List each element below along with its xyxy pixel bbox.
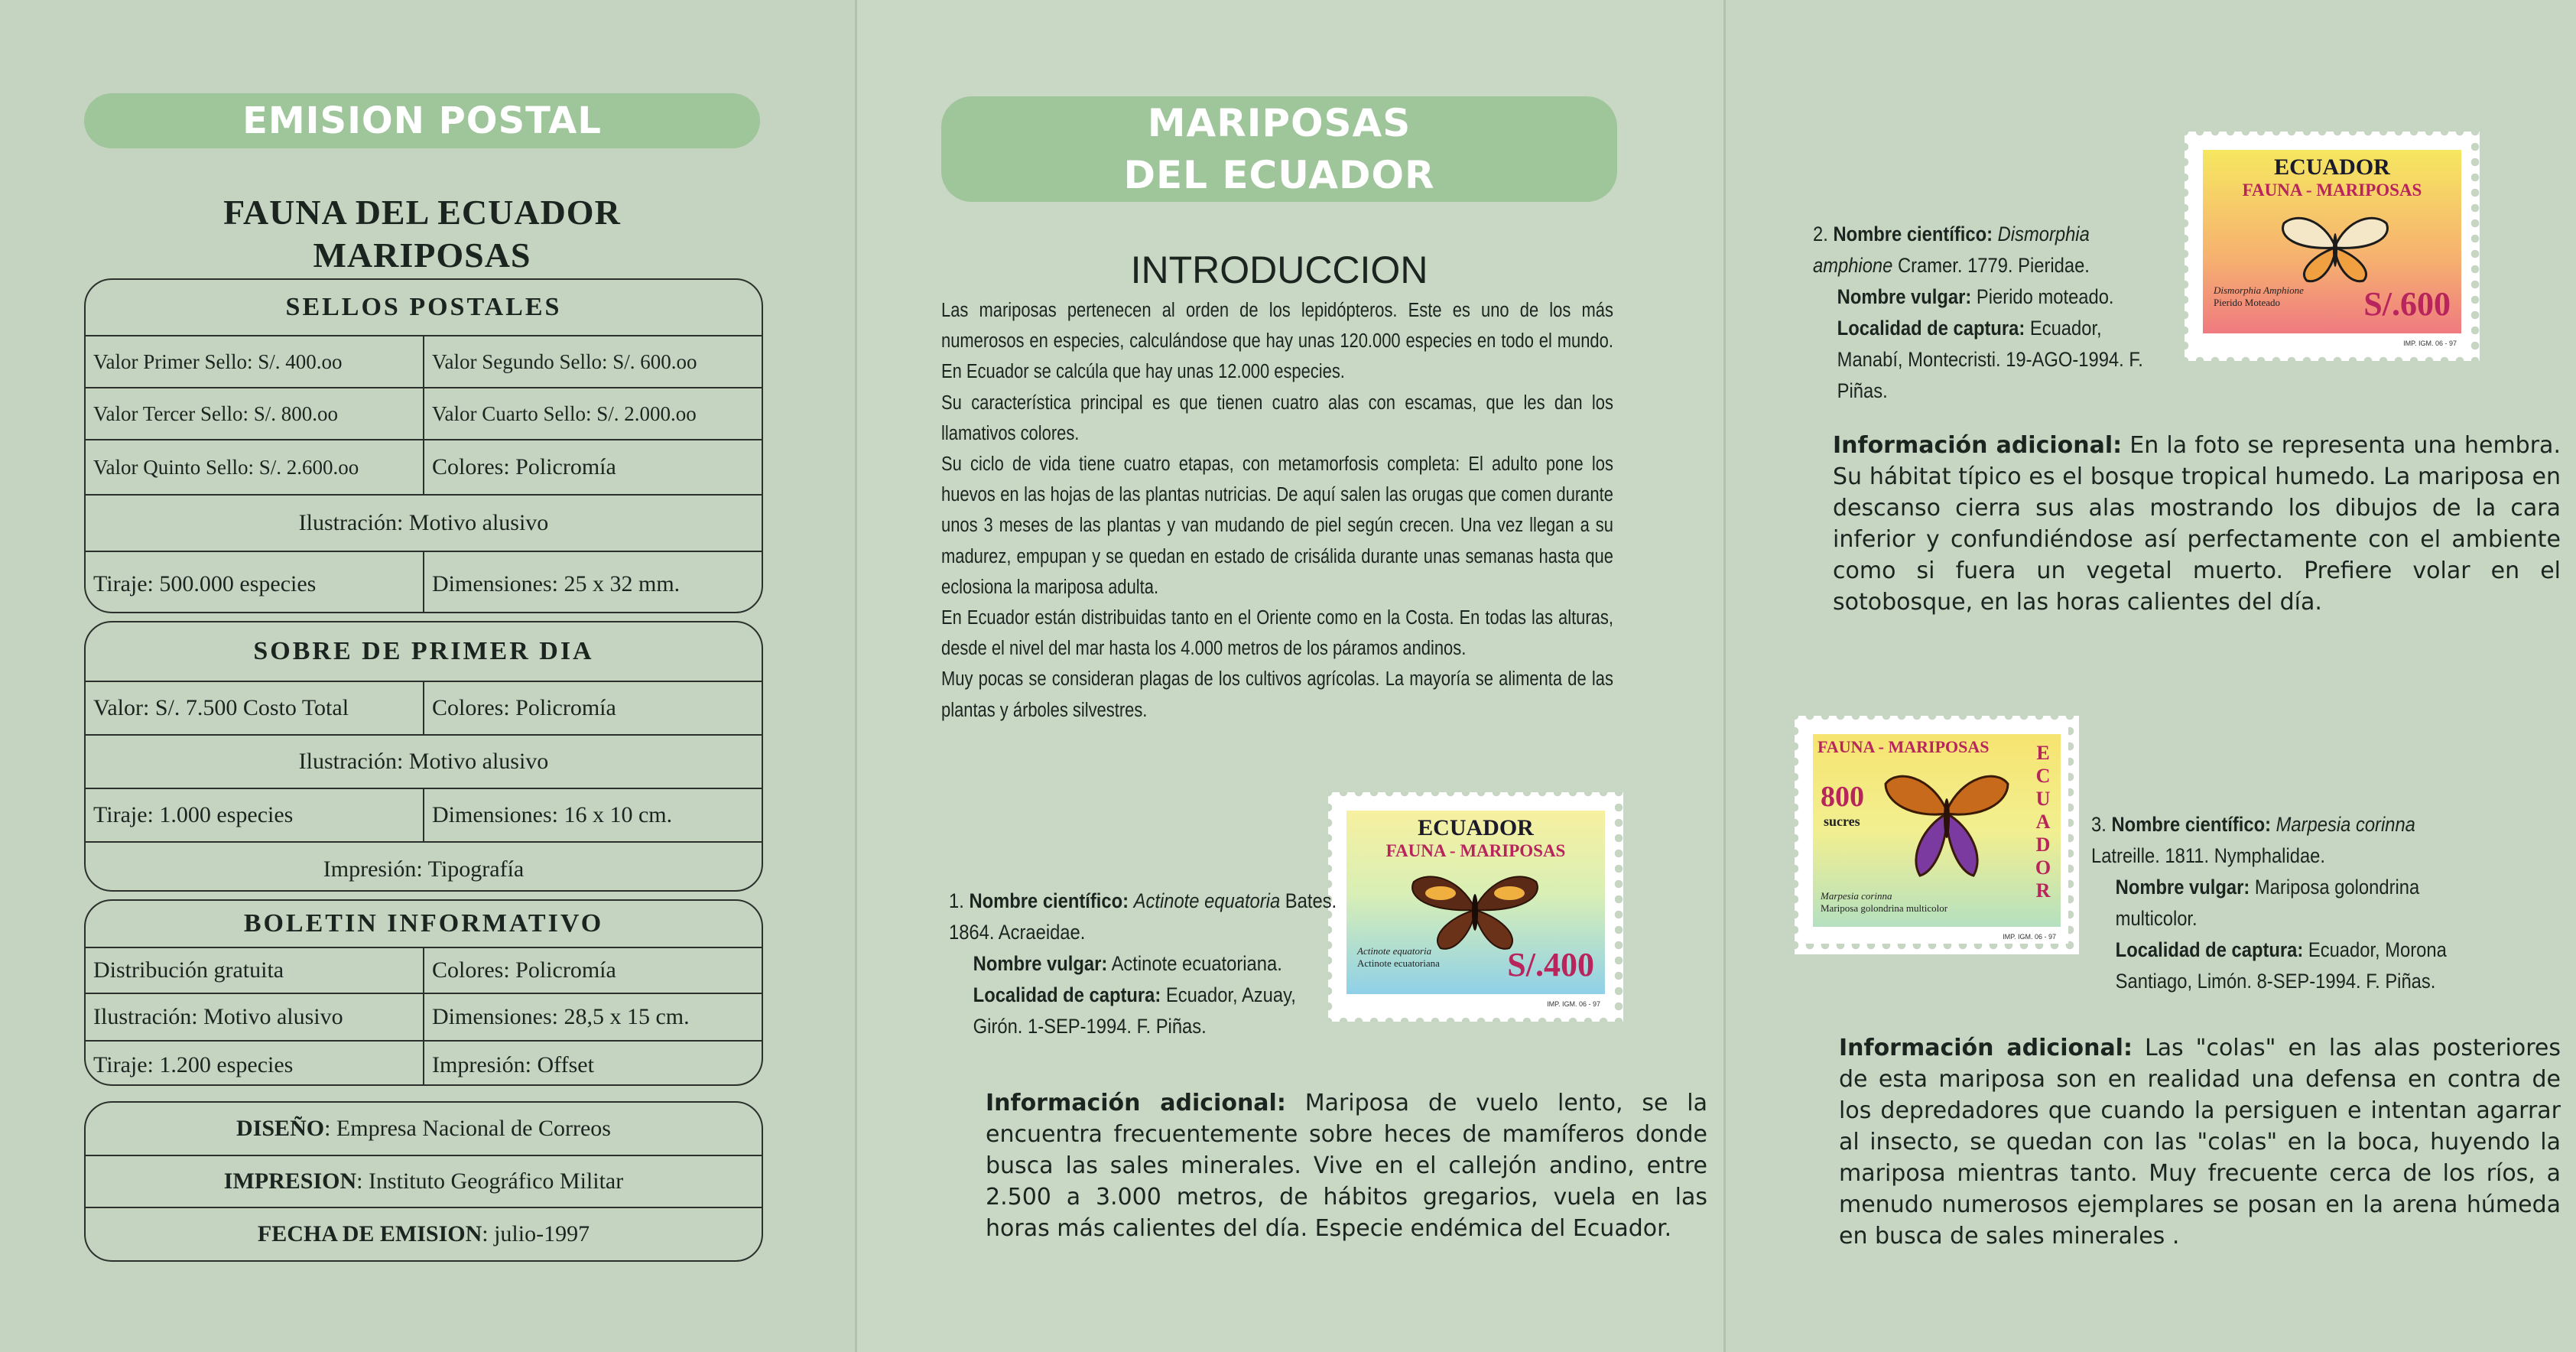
panel-species bbox=[1723, 0, 2576, 1352]
panel-mariposas-del-ecuador bbox=[855, 0, 1726, 1352]
sobre-title: SOBRE DE PRIMER DIA bbox=[253, 637, 594, 665]
stamp-caption: Actinote equatoria Actinote ecuatoriana bbox=[1357, 945, 1440, 969]
intro-paragraph: Su ciclo de vida tiene cuatro etapas, con metamorfosis completa: El adulto pone los huevos en las hojas de las plantas nutricias. De aquí salen las orugas que comen durante unos 3 meses de las plantas y van mudando de piel según crecen. Una vez llegan a su madurez, empupan y se quedan en estado de crisálida durante unas semanas hasta que eclosiona la mariposa adulta. bbox=[941, 453, 1613, 598]
sobre-dimensiones: Dimensiones: 16 x 10 cm. bbox=[423, 789, 762, 841]
stamp-caption: Dismorphia Amphione Pierido Moteado bbox=[2214, 284, 2304, 308]
sellos-title: SELLOS POSTALES bbox=[285, 293, 562, 321]
sobre-impresion: Impresión: Tipografía bbox=[323, 856, 525, 882]
stamp-dismorphia bbox=[2185, 132, 2480, 361]
species-3-details: 3. Nombre científico: Marpesia corinna Latreille. 1811. Nymphalidae. Nombre vulgar: Mariposa golondrina multicolor. Localidad de captura: Ecuador, Morona Santiago, Limón. 8-SEP-1994. F. Piñas. bbox=[2091, 813, 2447, 993]
boletin-dimensiones: Dimensiones: 28,5 x 15 cm. bbox=[423, 994, 762, 1040]
stamp-printer-mark: IMP. IGM. 06 - 97 bbox=[1547, 1000, 1600, 1008]
sobre-colores: Colores: Policromía bbox=[423, 682, 762, 734]
sellos-dimensiones: Dimensiones: 25 x 32 mm. bbox=[423, 552, 762, 613]
butterfly-icon bbox=[2278, 208, 2392, 284]
stamp-title: FAUNA - MARIPOSAS bbox=[1817, 737, 1990, 756]
stamp-printer-mark: IMP. IGM. 06 - 97 bbox=[2003, 933, 2056, 941]
sello-value-4: Valor Cuarto Sello: S/. 2.000.oo bbox=[423, 388, 762, 439]
stamp-value: 800 bbox=[1821, 781, 1864, 813]
sellos-tiraje: Tiraje: 500.000 especies bbox=[93, 571, 317, 596]
intro-text bbox=[941, 295, 1613, 726]
species-1-details: 1. Nombre científico: Actinote equatoria Bates. 1864. Acraeidae. Nombre vulgar: Actinote ecuatoriana. Localidad de captura: Ecuador, Azuay, Girón. 1-SEP-1994. F. Piñas. bbox=[949, 889, 1337, 1038]
credit-impresion: IMPRESION : Instituto Geográfico Militar bbox=[223, 1168, 624, 1194]
sellos-colores: Colores: Policromía bbox=[423, 440, 762, 494]
pill-line1: MARIPOSAS bbox=[1147, 101, 1411, 145]
issue-heading bbox=[84, 191, 760, 277]
boletin-tiraje: Tiraje: 1.200 especies bbox=[93, 1052, 294, 1077]
intro-paragraph: En Ecuador están distribuidas tanto en el Oriente como en la Costa. En todas las alturas, desde el nivel del mar hasta los 4.000 metros de los páramos andinos. bbox=[941, 607, 1613, 660]
intro-paragraph: Su característica principal es que tienen cuatro alas con escamas, que les dan los llamativos colores. bbox=[941, 392, 1613, 444]
sobre-tiraje: Tiraje: 1.000 especies bbox=[93, 802, 294, 827]
stamp-title: ECUADOR bbox=[2274, 154, 2390, 180]
butterfly-icon bbox=[1882, 765, 2012, 879]
species-2-info: Información adicional: En la foto se representa una hembra. Su hábitat típico es el bosque tropical humedo. La mariposa en descanso cierra sus alas mostrando los dibujos de la cara inferior y confundiéndose así perfectamente con el ambiente como si fuera un vegetal muerto. Prefiere volar en el sotobosque, en las horas calientes del día. bbox=[1833, 432, 2561, 616]
sobre-ilustracion: Ilustración: Motivo alusivo bbox=[298, 749, 549, 774]
stamp-title: ECUADOR bbox=[1418, 815, 1534, 840]
boletin-distribucion: Distribución gratuita bbox=[93, 957, 284, 983]
boletin-informativo-table bbox=[84, 899, 763, 1086]
sello-value-2: Valor Segundo Sello: S/. 600.oo bbox=[423, 336, 762, 387]
credit-fecha-emision: FECHA DE EMISION : julio-1997 bbox=[257, 1221, 590, 1246]
stamp-marpesia bbox=[1795, 716, 2079, 954]
credits-table bbox=[84, 1101, 763, 1262]
stamp-caption: Marpesia corinna Mariposa golondrina multicolor bbox=[1821, 890, 1948, 914]
pill-title: EMISION POSTAL bbox=[242, 99, 602, 142]
sellos-ilustracion: Ilustración: Motivo alusivo bbox=[298, 510, 549, 535]
stamp-actinote bbox=[1328, 792, 1623, 1022]
species-2-details: 2. Nombre científico: Dismorphia amphione Cramer. 1779. Pieridae. Nombre vulgar: Pierido moteado. Localidad de captura: Ecuador, Manabí, Montecristi. 19-AGO-1994. F. Piñas. bbox=[1813, 223, 2143, 402]
stamp-unit: sucres bbox=[1824, 814, 1860, 829]
stamp-subtitle: FAUNA - MARIPOSAS bbox=[2242, 180, 2422, 200]
stamp-subtitle: FAUNA - MARIPOSAS bbox=[1385, 841, 1566, 860]
butterfly-icon bbox=[1406, 863, 1544, 954]
panel-emision-postal bbox=[0, 0, 855, 1352]
intro-title: INTRODUCCION bbox=[1130, 249, 1428, 291]
issue-heading-line2: MARIPOSAS bbox=[313, 236, 531, 275]
stamp-value: S/.600 bbox=[2363, 285, 2451, 323]
section-pill-emision-postal bbox=[84, 93, 760, 148]
sello-value-5: Valor Quinto Sello: S/. 2.600.oo bbox=[93, 455, 359, 479]
intro-paragraph: Las mariposas pertenecen al orden de los lepidópteros. Este es uno de los más numerosos en especies, calculándose que hay unas 120.000 especies en todo el mundo. En Ecuador se calcúla que hay unas 12.000 especies. bbox=[941, 300, 1613, 383]
pill-line2: DEL ECUADOR bbox=[1123, 153, 1435, 197]
sobre-primer-dia-table bbox=[84, 621, 763, 892]
sellos-postales-table bbox=[84, 278, 763, 613]
boletin-colores: Colores: Policromía bbox=[423, 948, 762, 993]
sobre-valor: Valor: S/. 7.500 Costo Total bbox=[93, 695, 349, 720]
intro-paragraph: Muy pocas se consideran plagas de los cultivos agrícolas. La mayoría se alimenta de las plantas y árboles silvestres. bbox=[941, 668, 1613, 721]
species-1-info: Información adicional: Mariposa de vuelo lento, se la encuentra frecuentemente sobre heces de mamíferos donde busca las sales minerales. Vive en el callejón andino, entre 2.500 a 3.000 metros, de hábitos gregarios, vuela en las horas más calientes del día. Especie endémica del Ecuador. bbox=[986, 1090, 1707, 1242]
credit-diseno: DISEÑO : Empresa Nacional de Correos bbox=[236, 1116, 611, 1141]
boletin-title: BOLETIN INFORMATIVO bbox=[243, 909, 604, 938]
boletin-impresion: Impresión: Offset bbox=[423, 1042, 762, 1086]
stamp-vertical-title: ECUADOR bbox=[2035, 742, 2051, 902]
sello-value-3: Valor Tercer Sello: S/. 800.oo bbox=[93, 401, 339, 425]
stamp-value: S/.400 bbox=[1507, 946, 1594, 983]
issue-heading-line1: FAUNA DEL ECUADOR bbox=[223, 193, 621, 232]
boletin-ilustracion: Ilustración: Motivo alusivo bbox=[93, 1004, 343, 1029]
species-3-info: Información adicional: Las "colas" en las alas posteriores de esta mariposa son en realidad una defensa en contra de los depredadores que cuando la persiguen e intentan agarrar al insecto, se quedan con las "colas" en la boca, huyendo la mariposa mientras tanto. Muy frecuente cerca de los ríos, a menudo numerosos ejemplares se posan en la arena húmeda en busca de sales minerales . bbox=[1839, 1035, 2561, 1250]
section-pill-mariposas bbox=[941, 96, 1617, 202]
stamp-printer-mark: IMP. IGM. 06 - 97 bbox=[2403, 340, 2457, 347]
sello-value-1: Valor Primer Sello: S/. 400.oo bbox=[93, 349, 343, 373]
